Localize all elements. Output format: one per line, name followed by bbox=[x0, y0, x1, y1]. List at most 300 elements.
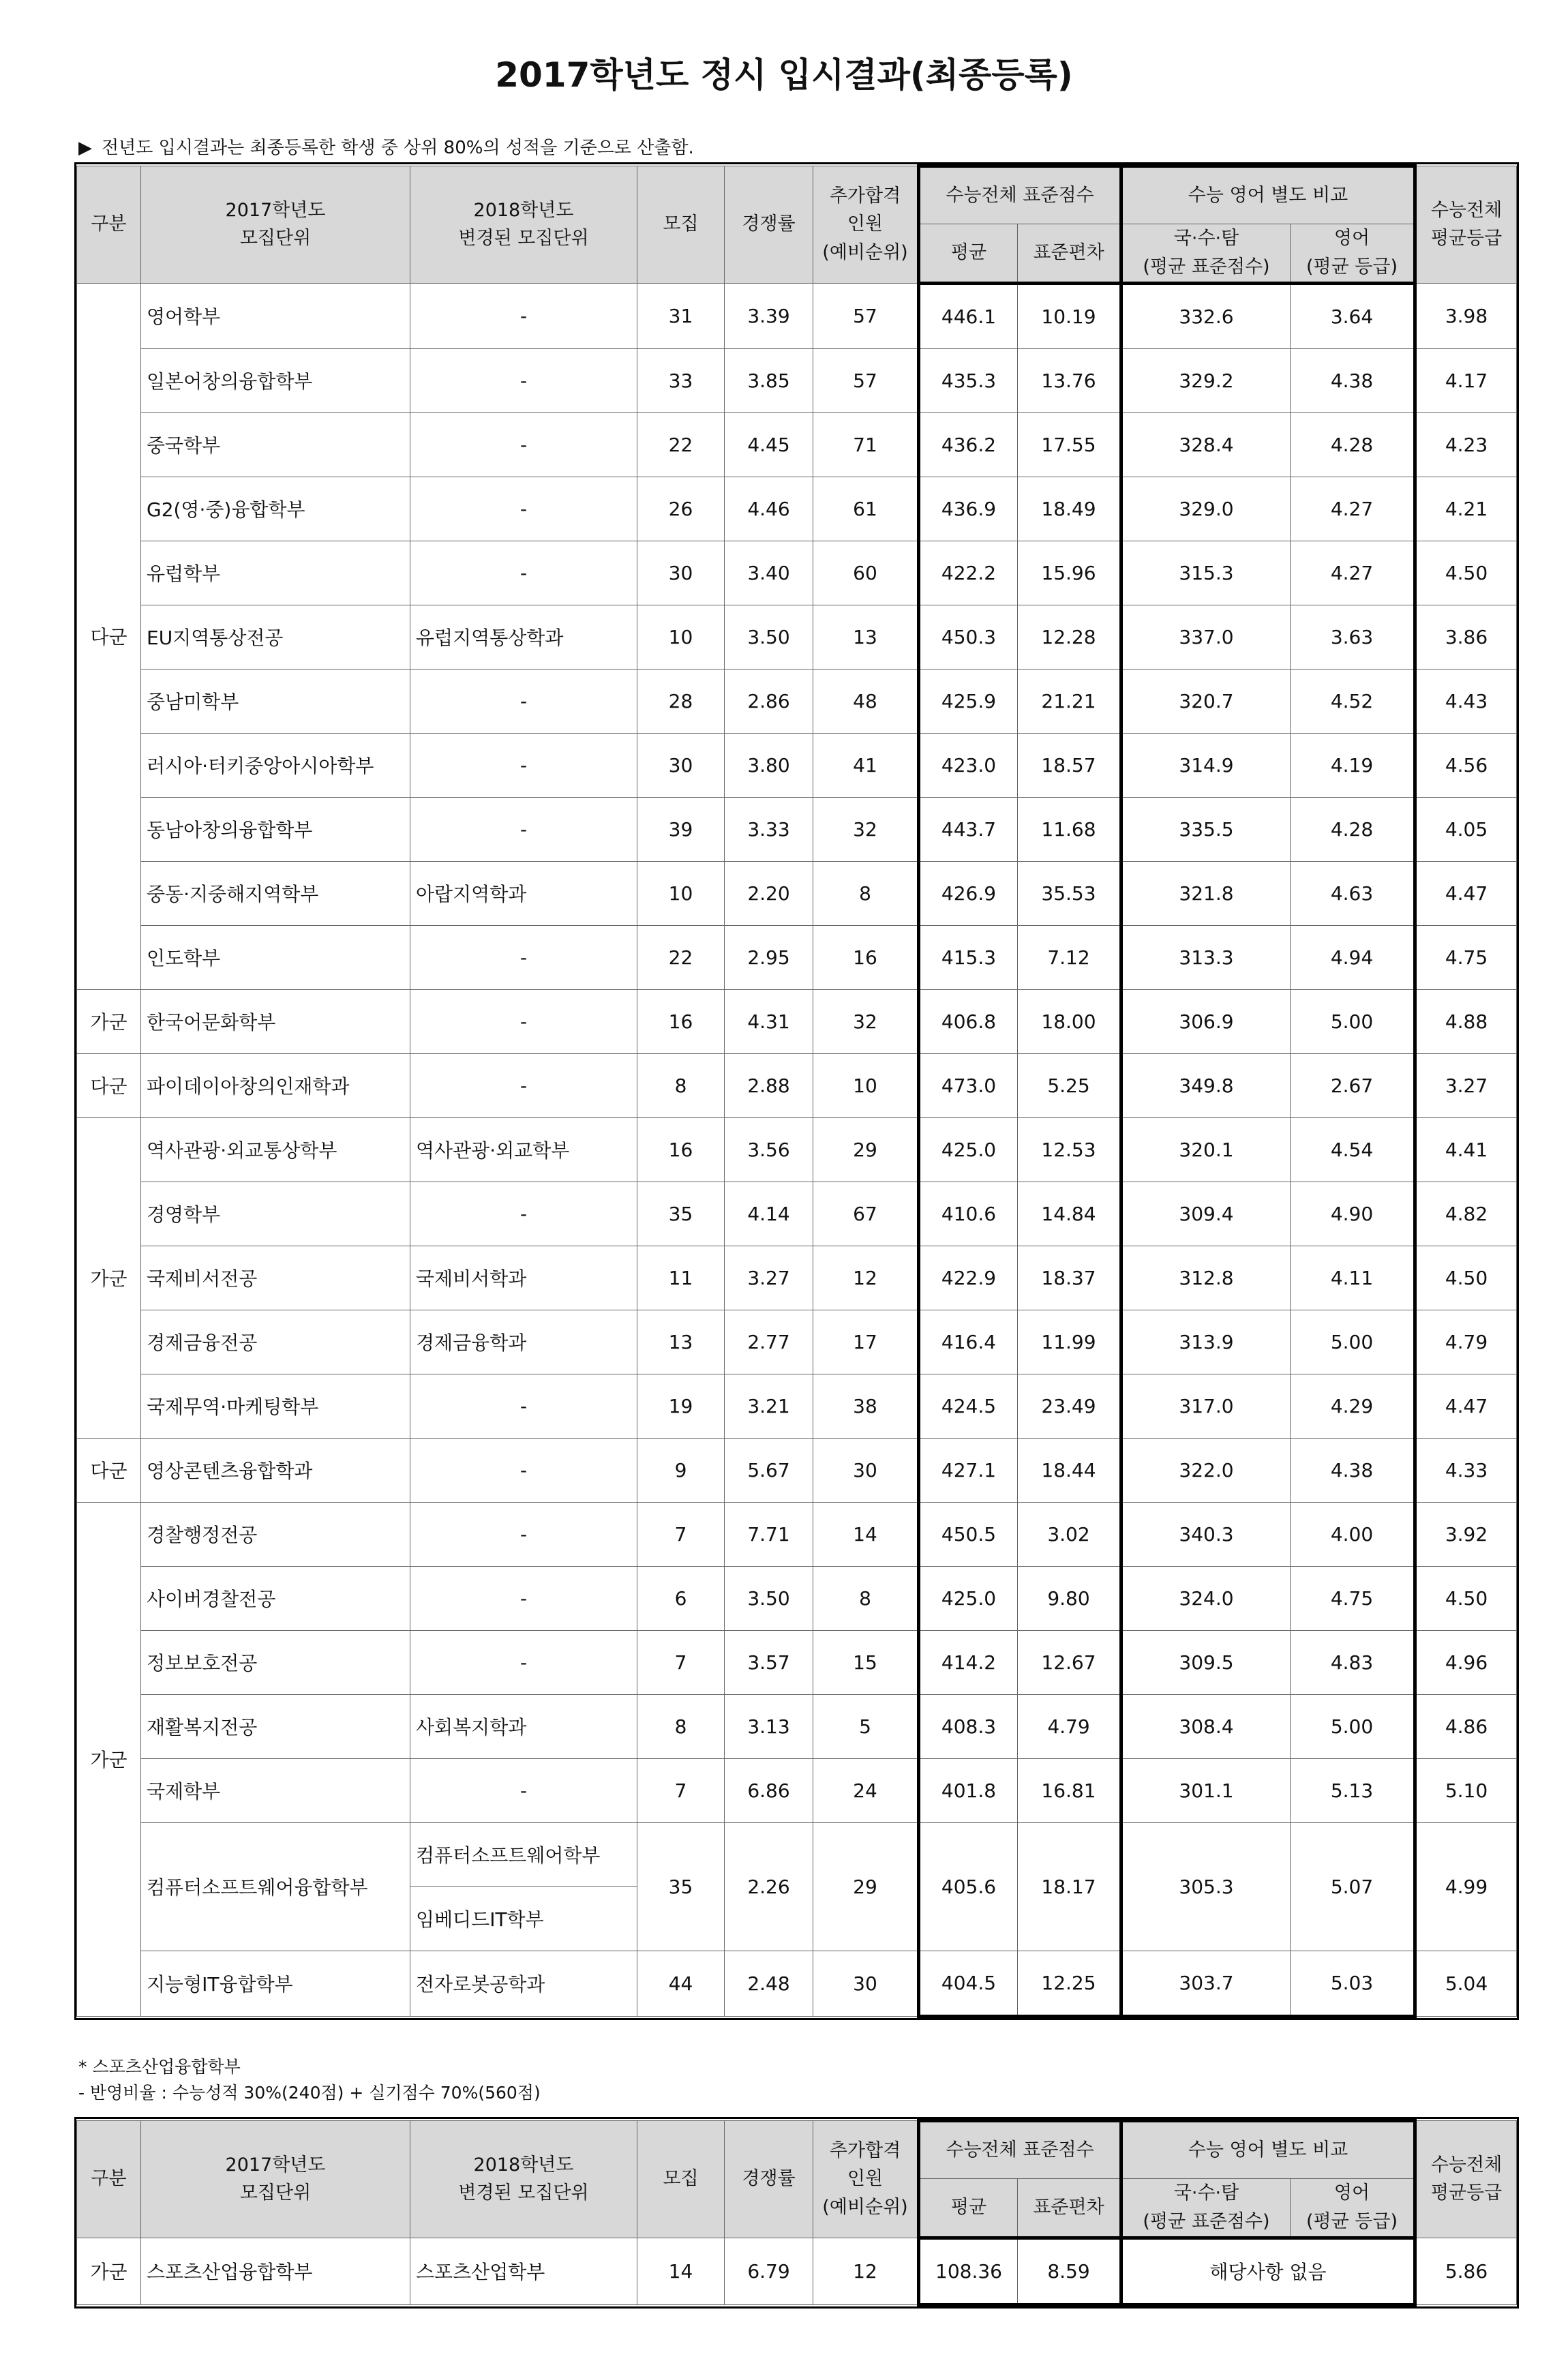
eng-cell: 4.75 bbox=[1291, 1566, 1415, 1630]
ratio-cell: 3.57 bbox=[725, 1630, 813, 1694]
table-row bbox=[77, 1630, 1517, 1694]
std-dev-cell: 12.28 bbox=[1018, 605, 1121, 669]
ratio-cell: 3.13 bbox=[725, 1694, 813, 1758]
std-avg-cell: 425.9 bbox=[919, 669, 1018, 733]
mojip-cell: 16 bbox=[637, 1117, 725, 1182]
grade-cell: 4.33 bbox=[1415, 1438, 1517, 1502]
table-row bbox=[77, 1438, 1517, 1502]
std-dev-cell: 14.84 bbox=[1018, 1182, 1121, 1246]
table-row bbox=[77, 541, 1517, 605]
eng-cell: 4.90 bbox=[1291, 1182, 1415, 1246]
extra-cell: 24 bbox=[813, 1758, 919, 1822]
header-grade: 수능전체 평균등급 bbox=[1415, 166, 1517, 284]
kms-cell: 308.4 bbox=[1121, 1694, 1291, 1758]
header-mojip: 모집 bbox=[637, 166, 725, 284]
extra-cell: 14 bbox=[813, 1502, 919, 1566]
std-dev-cell: 17.55 bbox=[1018, 412, 1121, 477]
unit-2018-cell: - bbox=[410, 669, 637, 733]
eng-cell: 4.29 bbox=[1291, 1374, 1415, 1438]
mojip-cell: 10 bbox=[637, 605, 725, 669]
std-dev-cell: 18.44 bbox=[1018, 1438, 1121, 1502]
grade-cell: 4.41 bbox=[1415, 1117, 1517, 1182]
std-dev-cell: 8.59 bbox=[1018, 2238, 1121, 2304]
std-avg-cell: 414.2 bbox=[919, 1630, 1018, 1694]
note-text: 전년도 입시결과는 최종등록한 학생 중 상위 80%의 성적을 기준으로 산출함. bbox=[102, 138, 694, 158]
extra-cell: 29 bbox=[813, 1822, 919, 1951]
std-avg-cell: 108.36 bbox=[919, 2238, 1018, 2304]
group-cell: 다군 bbox=[77, 1053, 141, 1117]
table-row bbox=[77, 1310, 1517, 1374]
kms-cell: 332.6 bbox=[1121, 283, 1291, 348]
ratio-cell: 3.27 bbox=[725, 1246, 813, 1310]
ratio-cell: 2.77 bbox=[725, 1310, 813, 1374]
extra-cell: 17 bbox=[813, 1310, 919, 1374]
std-dev-cell: 18.37 bbox=[1018, 1246, 1121, 1310]
extra-cell: 32 bbox=[813, 989, 919, 1053]
unit-2018-cell: - bbox=[410, 1566, 637, 1630]
grade-cell: 5.10 bbox=[1415, 1758, 1517, 1822]
std-dev-cell: 13.76 bbox=[1018, 348, 1121, 412]
std-avg-cell: 404.5 bbox=[919, 1951, 1018, 2016]
extra-cell: 30 bbox=[813, 1951, 919, 2016]
table-row bbox=[77, 1822, 1517, 1886]
table-row bbox=[77, 1117, 1517, 1182]
std-dev-cell: 11.99 bbox=[1018, 1310, 1121, 1374]
grade-cell: 4.88 bbox=[1415, 989, 1517, 1053]
grade-cell: 4.50 bbox=[1415, 1246, 1517, 1310]
grade-cell: 4.47 bbox=[1415, 1374, 1517, 1438]
group-cell: 다군 bbox=[77, 1438, 141, 1502]
table-row bbox=[77, 1246, 1517, 1310]
eng-cell: 4.00 bbox=[1291, 1502, 1415, 1566]
kms-cell: 301.1 bbox=[1121, 1758, 1291, 1822]
unit-2017-cell: 경영학부 bbox=[141, 1182, 410, 1246]
ratio-cell: 4.31 bbox=[725, 989, 813, 1053]
eng-cell: 4.54 bbox=[1291, 1117, 1415, 1182]
std-avg-cell: 425.0 bbox=[919, 1566, 1018, 1630]
table-row bbox=[77, 1374, 1517, 1438]
extra-cell: 57 bbox=[813, 348, 919, 412]
table-row bbox=[77, 412, 1517, 477]
mojip-cell: 33 bbox=[637, 348, 725, 412]
header-eng: 영어 (평균 등급) bbox=[1291, 224, 1415, 284]
unit-2018-cell: 전자로봇공학과 bbox=[410, 1951, 637, 2016]
eng-cell: 4.11 bbox=[1291, 1246, 1415, 1310]
grade-cell: 3.86 bbox=[1415, 605, 1517, 669]
std-dev-cell: 23.49 bbox=[1018, 1374, 1121, 1438]
unit-2017-cell: 중국학부 bbox=[141, 412, 410, 477]
header-unit-2018: 2018학년도 변경된 모집단위 bbox=[410, 2121, 637, 2238]
extra-cell: 48 bbox=[813, 669, 919, 733]
unit-2018-cell: - bbox=[410, 412, 637, 477]
std-dev-cell: 18.00 bbox=[1018, 989, 1121, 1053]
unit-2018-cell: - bbox=[410, 797, 637, 861]
eng-cell: 2.67 bbox=[1291, 1053, 1415, 1117]
unit-2018-cell: - bbox=[410, 733, 637, 797]
unit-2018-cell: - bbox=[410, 1182, 637, 1246]
unit-2017-cell: 국제무역·마케팅학부 bbox=[141, 1374, 410, 1438]
table-row bbox=[77, 733, 1517, 797]
mojip-cell: 31 bbox=[637, 283, 725, 348]
std-dev-cell: 4.79 bbox=[1018, 1694, 1121, 1758]
eng-cell: 3.64 bbox=[1291, 283, 1415, 348]
table-row bbox=[77, 477, 1517, 541]
kms-cell: 322.0 bbox=[1121, 1438, 1291, 1502]
eng-group-cell: 해당사항 없음 bbox=[1121, 2238, 1415, 2304]
eng-cell: 4.63 bbox=[1291, 861, 1415, 925]
extra-cell: 32 bbox=[813, 797, 919, 861]
unit-2017-cell: 일본어창의융합학부 bbox=[141, 348, 410, 412]
extra-cell: 10 bbox=[813, 1053, 919, 1117]
ratio-cell: 3.39 bbox=[725, 283, 813, 348]
unit-2018-cell: - bbox=[410, 1502, 637, 1566]
mojip-cell: 44 bbox=[637, 1951, 725, 2016]
header-unit-2017: 2017학년도 모집단위 bbox=[141, 166, 410, 284]
unit-2017-cell: 스포츠산업융합학부 bbox=[141, 2238, 410, 2304]
extra-cell: 71 bbox=[813, 412, 919, 477]
eng-cell: 4.28 bbox=[1291, 797, 1415, 861]
kms-cell: 303.7 bbox=[1121, 1951, 1291, 2016]
eng-cell: 4.27 bbox=[1291, 477, 1415, 541]
ratio-cell: 4.14 bbox=[725, 1182, 813, 1246]
eng-cell: 5.07 bbox=[1291, 1822, 1415, 1951]
std-dev-cell: 10.19 bbox=[1018, 283, 1121, 348]
std-avg-cell: 450.5 bbox=[919, 1502, 1018, 1566]
std-avg-cell: 408.3 bbox=[919, 1694, 1018, 1758]
ratio-cell: 2.20 bbox=[725, 861, 813, 925]
table-row bbox=[77, 925, 1517, 989]
eng-cell: 5.03 bbox=[1291, 1951, 1415, 2016]
header-std-group: 수능전체 표준점수 bbox=[919, 2121, 1121, 2179]
mojip-cell: 6 bbox=[637, 1566, 725, 1630]
std-avg-cell: 410.6 bbox=[919, 1182, 1018, 1246]
table-row bbox=[77, 669, 1517, 733]
unit-2017-cell: 러시아·터키중앙아시아학부 bbox=[141, 733, 410, 797]
header-unit-2018: 2018학년도 변경된 모집단위 bbox=[410, 166, 637, 284]
mojip-cell: 13 bbox=[637, 1310, 725, 1374]
std-dev-cell: 11.68 bbox=[1018, 797, 1121, 861]
std-dev-cell: 16.81 bbox=[1018, 1758, 1121, 1822]
unit-2017-cell: 지능형IT융합학부 bbox=[141, 1951, 410, 2016]
group-cell: 가군 bbox=[77, 1502, 141, 2016]
unit-2018-cell: - bbox=[410, 283, 637, 348]
note bbox=[78, 134, 694, 159]
ratio-cell: 4.46 bbox=[725, 477, 813, 541]
unit-2018-cell: - bbox=[410, 477, 637, 541]
std-dev-cell: 18.17 bbox=[1018, 1822, 1121, 1951]
mojip-cell: 7 bbox=[637, 1630, 725, 1694]
extra-cell: 15 bbox=[813, 1630, 919, 1694]
mojip-cell: 11 bbox=[637, 1246, 725, 1310]
ratio-cell: 3.50 bbox=[725, 605, 813, 669]
extra-cell: 30 bbox=[813, 1438, 919, 1502]
kms-cell: 306.9 bbox=[1121, 989, 1291, 1053]
mojip-cell: 30 bbox=[637, 541, 725, 605]
unit-2018-cell: 임베디드IT학부 bbox=[410, 1886, 637, 1951]
grade-cell: 4.50 bbox=[1415, 1566, 1517, 1630]
std-avg-cell: 415.3 bbox=[919, 925, 1018, 989]
std-avg-cell: 416.4 bbox=[919, 1310, 1018, 1374]
ratio-cell: 3.85 bbox=[725, 348, 813, 412]
page-title: 2017학년도 정시 입시결과(최종등록) bbox=[495, 55, 1073, 95]
eng-cell: 4.38 bbox=[1291, 1438, 1415, 1502]
unit-2018-cell: - bbox=[410, 541, 637, 605]
kms-cell: 329.0 bbox=[1121, 477, 1291, 541]
extra-cell: 13 bbox=[813, 605, 919, 669]
sports-note-1: * 스포츠산업융합학부 bbox=[78, 2057, 241, 2077]
std-avg-cell: 401.8 bbox=[919, 1758, 1018, 1822]
std-dev-cell: 18.49 bbox=[1018, 477, 1121, 541]
kms-cell: 312.8 bbox=[1121, 1246, 1291, 1310]
extra-cell: 12 bbox=[813, 1246, 919, 1310]
mojip-cell: 9 bbox=[637, 1438, 725, 1502]
std-avg-cell: 405.6 bbox=[919, 1822, 1018, 1951]
std-dev-cell: 21.21 bbox=[1018, 669, 1121, 733]
table-row bbox=[77, 1566, 1517, 1630]
header-std-dev: 표준편차 bbox=[1018, 2179, 1121, 2238]
grade-cell: 4.05 bbox=[1415, 797, 1517, 861]
std-avg-cell: 436.9 bbox=[919, 477, 1018, 541]
mojip-cell: 35 bbox=[637, 1822, 725, 1951]
extra-cell: 57 bbox=[813, 283, 919, 348]
kms-cell: 337.0 bbox=[1121, 605, 1291, 669]
extra-cell: 38 bbox=[813, 1374, 919, 1438]
ratio-cell: 2.26 bbox=[725, 1822, 813, 1951]
unit-2017-cell: 중동·지중해지역학부 bbox=[141, 861, 410, 925]
table-row bbox=[77, 283, 1517, 348]
unit-2017-cell: 인도학부 bbox=[141, 925, 410, 989]
eng-cell: 5.13 bbox=[1291, 1758, 1415, 1822]
kms-cell: 340.3 bbox=[1121, 1502, 1291, 1566]
table-row bbox=[77, 2238, 1517, 2304]
unit-2017-cell: 유럽학부 bbox=[141, 541, 410, 605]
grade-cell: 3.92 bbox=[1415, 1502, 1517, 1566]
header-std-avg: 평균 bbox=[919, 224, 1018, 284]
mojip-cell: 8 bbox=[637, 1053, 725, 1117]
group-cell: 가군 bbox=[77, 1117, 141, 1438]
table-row bbox=[77, 1502, 1517, 1566]
eng-cell: 4.19 bbox=[1291, 733, 1415, 797]
mojip-cell: 28 bbox=[637, 669, 725, 733]
unit-2017-cell: 재활복지전공 bbox=[141, 1694, 410, 1758]
unit-2018-cell: - bbox=[410, 1630, 637, 1694]
header-extra: 추가합격 인원 (예비순위) bbox=[813, 2121, 919, 2238]
extra-cell: 12 bbox=[813, 2238, 919, 2304]
unit-2017-cell: 정보보호전공 bbox=[141, 1630, 410, 1694]
unit-2018-cell: - bbox=[410, 1053, 637, 1117]
ratio-cell: 3.33 bbox=[725, 797, 813, 861]
ratio-cell: 2.95 bbox=[725, 925, 813, 989]
arrow-icon: ▶ bbox=[78, 138, 92, 158]
sports-note-2: - 반영비율 : 수능성적 30%(240점) + 실기점수 70%(560점) bbox=[78, 2083, 541, 2103]
table-row bbox=[77, 348, 1517, 412]
unit-2017-cell: 파이데이아창의인재학과 bbox=[141, 1053, 410, 1117]
table-row bbox=[77, 1182, 1517, 1246]
header-std-dev: 표준편차 bbox=[1018, 224, 1121, 284]
results-table bbox=[76, 164, 1517, 2018]
eng-cell: 5.00 bbox=[1291, 1694, 1415, 1758]
table-row bbox=[77, 989, 1517, 1053]
table-row bbox=[77, 1053, 1517, 1117]
std-dev-cell: 9.80 bbox=[1018, 1566, 1121, 1630]
extra-cell: 41 bbox=[813, 733, 919, 797]
ratio-cell: 7.71 bbox=[725, 1502, 813, 1566]
eng-cell: 4.83 bbox=[1291, 1630, 1415, 1694]
mojip-cell: 35 bbox=[637, 1182, 725, 1246]
grade-cell: 5.86 bbox=[1415, 2238, 1517, 2304]
header-row-1 bbox=[77, 166, 1517, 224]
ratio-cell: 6.79 bbox=[725, 2238, 813, 2304]
header-extra: 추가합격 인원 (예비순위) bbox=[813, 166, 919, 284]
unit-2018-cell: 아랍지역학과 bbox=[410, 861, 637, 925]
kms-cell: 309.4 bbox=[1121, 1182, 1291, 1246]
header-std-group: 수능전체 표준점수 bbox=[919, 166, 1121, 224]
kms-cell: 309.5 bbox=[1121, 1630, 1291, 1694]
table-row bbox=[77, 1951, 1517, 2016]
grade-cell: 4.99 bbox=[1415, 1822, 1517, 1951]
header-ratio: 경쟁률 bbox=[725, 166, 813, 284]
std-dev-cell: 35.53 bbox=[1018, 861, 1121, 925]
unit-2017-cell: EU지역통상전공 bbox=[141, 605, 410, 669]
std-avg-cell: 473.0 bbox=[919, 1053, 1018, 1117]
std-avg-cell: 443.7 bbox=[919, 797, 1018, 861]
extra-cell: 16 bbox=[813, 925, 919, 989]
unit-2017-cell: 중남미학부 bbox=[141, 669, 410, 733]
mojip-cell: 19 bbox=[637, 1374, 725, 1438]
std-avg-cell: 422.2 bbox=[919, 541, 1018, 605]
extra-cell: 29 bbox=[813, 1117, 919, 1182]
std-dev-cell: 3.02 bbox=[1018, 1502, 1121, 1566]
kms-cell: 321.8 bbox=[1121, 861, 1291, 925]
unit-2017-cell: 사이버경찰전공 bbox=[141, 1566, 410, 1630]
kms-cell: 314.9 bbox=[1121, 733, 1291, 797]
mojip-cell: 39 bbox=[637, 797, 725, 861]
grade-cell: 3.27 bbox=[1415, 1053, 1517, 1117]
unit-2018-cell: - bbox=[410, 925, 637, 989]
unit-2018-cell: - bbox=[410, 1374, 637, 1438]
extra-cell: 8 bbox=[813, 1566, 919, 1630]
kms-cell: 313.3 bbox=[1121, 925, 1291, 989]
unit-2017-cell: 경제금융전공 bbox=[141, 1310, 410, 1374]
std-dev-cell: 12.53 bbox=[1018, 1117, 1121, 1182]
std-avg-cell: 427.1 bbox=[919, 1438, 1018, 1502]
header-eng: 영어 (평균 등급) bbox=[1291, 2179, 1415, 2238]
ratio-cell: 2.48 bbox=[725, 1951, 813, 2016]
eng-cell: 3.63 bbox=[1291, 605, 1415, 669]
kms-cell: 315.3 bbox=[1121, 541, 1291, 605]
grade-cell: 4.50 bbox=[1415, 541, 1517, 605]
group-cell: 가군 bbox=[77, 989, 141, 1053]
grade-cell: 4.75 bbox=[1415, 925, 1517, 989]
ratio-cell: 3.56 bbox=[725, 1117, 813, 1182]
unit-2017-cell: 국제학부 bbox=[141, 1758, 410, 1822]
header-mojip: 모집 bbox=[637, 2121, 725, 2238]
eng-cell: 4.27 bbox=[1291, 541, 1415, 605]
table-row bbox=[77, 797, 1517, 861]
group-cell: 가군 bbox=[77, 2238, 141, 2304]
mojip-cell: 22 bbox=[637, 412, 725, 477]
unit-2018-cell: 유럽지역통상학과 bbox=[410, 605, 637, 669]
std-avg-cell: 424.5 bbox=[919, 1374, 1018, 1438]
grade-cell: 4.21 bbox=[1415, 477, 1517, 541]
unit-2018-cell: 국제비서학과 bbox=[410, 1246, 637, 1310]
grade-cell: 4.86 bbox=[1415, 1694, 1517, 1758]
grade-cell: 5.04 bbox=[1415, 1951, 1517, 2016]
unit-2017-cell: 경찰행정전공 bbox=[141, 1502, 410, 1566]
ratio-cell: 3.40 bbox=[725, 541, 813, 605]
unit-2017-cell: 영상콘텐츠융합학과 bbox=[141, 1438, 410, 1502]
std-dev-cell: 15.96 bbox=[1018, 541, 1121, 605]
kms-cell: 317.0 bbox=[1121, 1374, 1291, 1438]
ratio-cell: 5.67 bbox=[725, 1438, 813, 1502]
table-row bbox=[77, 1758, 1517, 1822]
std-dev-cell: 18.57 bbox=[1018, 733, 1121, 797]
mojip-cell: 30 bbox=[637, 733, 725, 797]
extra-cell: 8 bbox=[813, 861, 919, 925]
std-avg-cell: 426.9 bbox=[919, 861, 1018, 925]
kms-cell: 328.4 bbox=[1121, 412, 1291, 477]
unit-2018-cell: 사회복지학과 bbox=[410, 1694, 637, 1758]
unit-2017-cell: 컴퓨터소프트웨어융합학부 bbox=[141, 1822, 410, 1951]
std-dev-cell: 12.67 bbox=[1018, 1630, 1121, 1694]
unit-2017-cell: 역사관광·외교통상학부 bbox=[141, 1117, 410, 1182]
ratio-cell: 3.21 bbox=[725, 1374, 813, 1438]
grade-cell: 4.43 bbox=[1415, 669, 1517, 733]
extra-cell: 67 bbox=[813, 1182, 919, 1246]
ratio-cell: 2.88 bbox=[725, 1053, 813, 1117]
std-avg-cell: 423.0 bbox=[919, 733, 1018, 797]
header-std-avg: 평균 bbox=[919, 2179, 1018, 2238]
unit-2018-cell: - bbox=[410, 989, 637, 1053]
std-avg-cell: 450.3 bbox=[919, 605, 1018, 669]
header-grade: 수능전체 평균등급 bbox=[1415, 2121, 1517, 2238]
header-kms: 국·수·탐 (평균 표준점수) bbox=[1121, 224, 1291, 284]
grade-cell: 4.56 bbox=[1415, 733, 1517, 797]
eng-cell: 5.00 bbox=[1291, 989, 1415, 1053]
table-row bbox=[77, 1694, 1517, 1758]
eng-cell: 4.38 bbox=[1291, 348, 1415, 412]
unit-2018-cell: 역사관광·외교학부 bbox=[410, 1117, 637, 1182]
group-cell: 다군 bbox=[77, 283, 141, 989]
unit-2018-cell: - bbox=[410, 1438, 637, 1502]
std-avg-cell: 436.2 bbox=[919, 412, 1018, 477]
table-row bbox=[77, 605, 1517, 669]
eng-cell: 4.94 bbox=[1291, 925, 1415, 989]
header-kms: 국·수·탐 (평균 표준점수) bbox=[1121, 2179, 1291, 2238]
grade-cell: 3.98 bbox=[1415, 283, 1517, 348]
grade-cell: 4.17 bbox=[1415, 348, 1517, 412]
ratio-cell: 3.50 bbox=[725, 1566, 813, 1630]
kms-cell: 335.5 bbox=[1121, 797, 1291, 861]
kms-cell: 329.2 bbox=[1121, 348, 1291, 412]
ratio-cell: 4.45 bbox=[725, 412, 813, 477]
sports-table bbox=[76, 2119, 1517, 2306]
mojip-cell: 10 bbox=[637, 861, 725, 925]
unit-2018-cell: - bbox=[410, 348, 637, 412]
unit-2018-cell: 스포츠산업학부 bbox=[410, 2238, 637, 2304]
kms-cell: 349.8 bbox=[1121, 1053, 1291, 1117]
std-dev-cell: 7.12 bbox=[1018, 925, 1121, 989]
ratio-cell: 3.80 bbox=[725, 733, 813, 797]
mojip-cell: 14 bbox=[637, 2238, 725, 2304]
mojip-cell: 16 bbox=[637, 989, 725, 1053]
kms-cell: 320.1 bbox=[1121, 1117, 1291, 1182]
grade-cell: 4.96 bbox=[1415, 1630, 1517, 1694]
extra-cell: 60 bbox=[813, 541, 919, 605]
ratio-cell: 6.86 bbox=[725, 1758, 813, 1822]
kms-cell: 313.9 bbox=[1121, 1310, 1291, 1374]
unit-2017-cell: 국제비서전공 bbox=[141, 1246, 410, 1310]
